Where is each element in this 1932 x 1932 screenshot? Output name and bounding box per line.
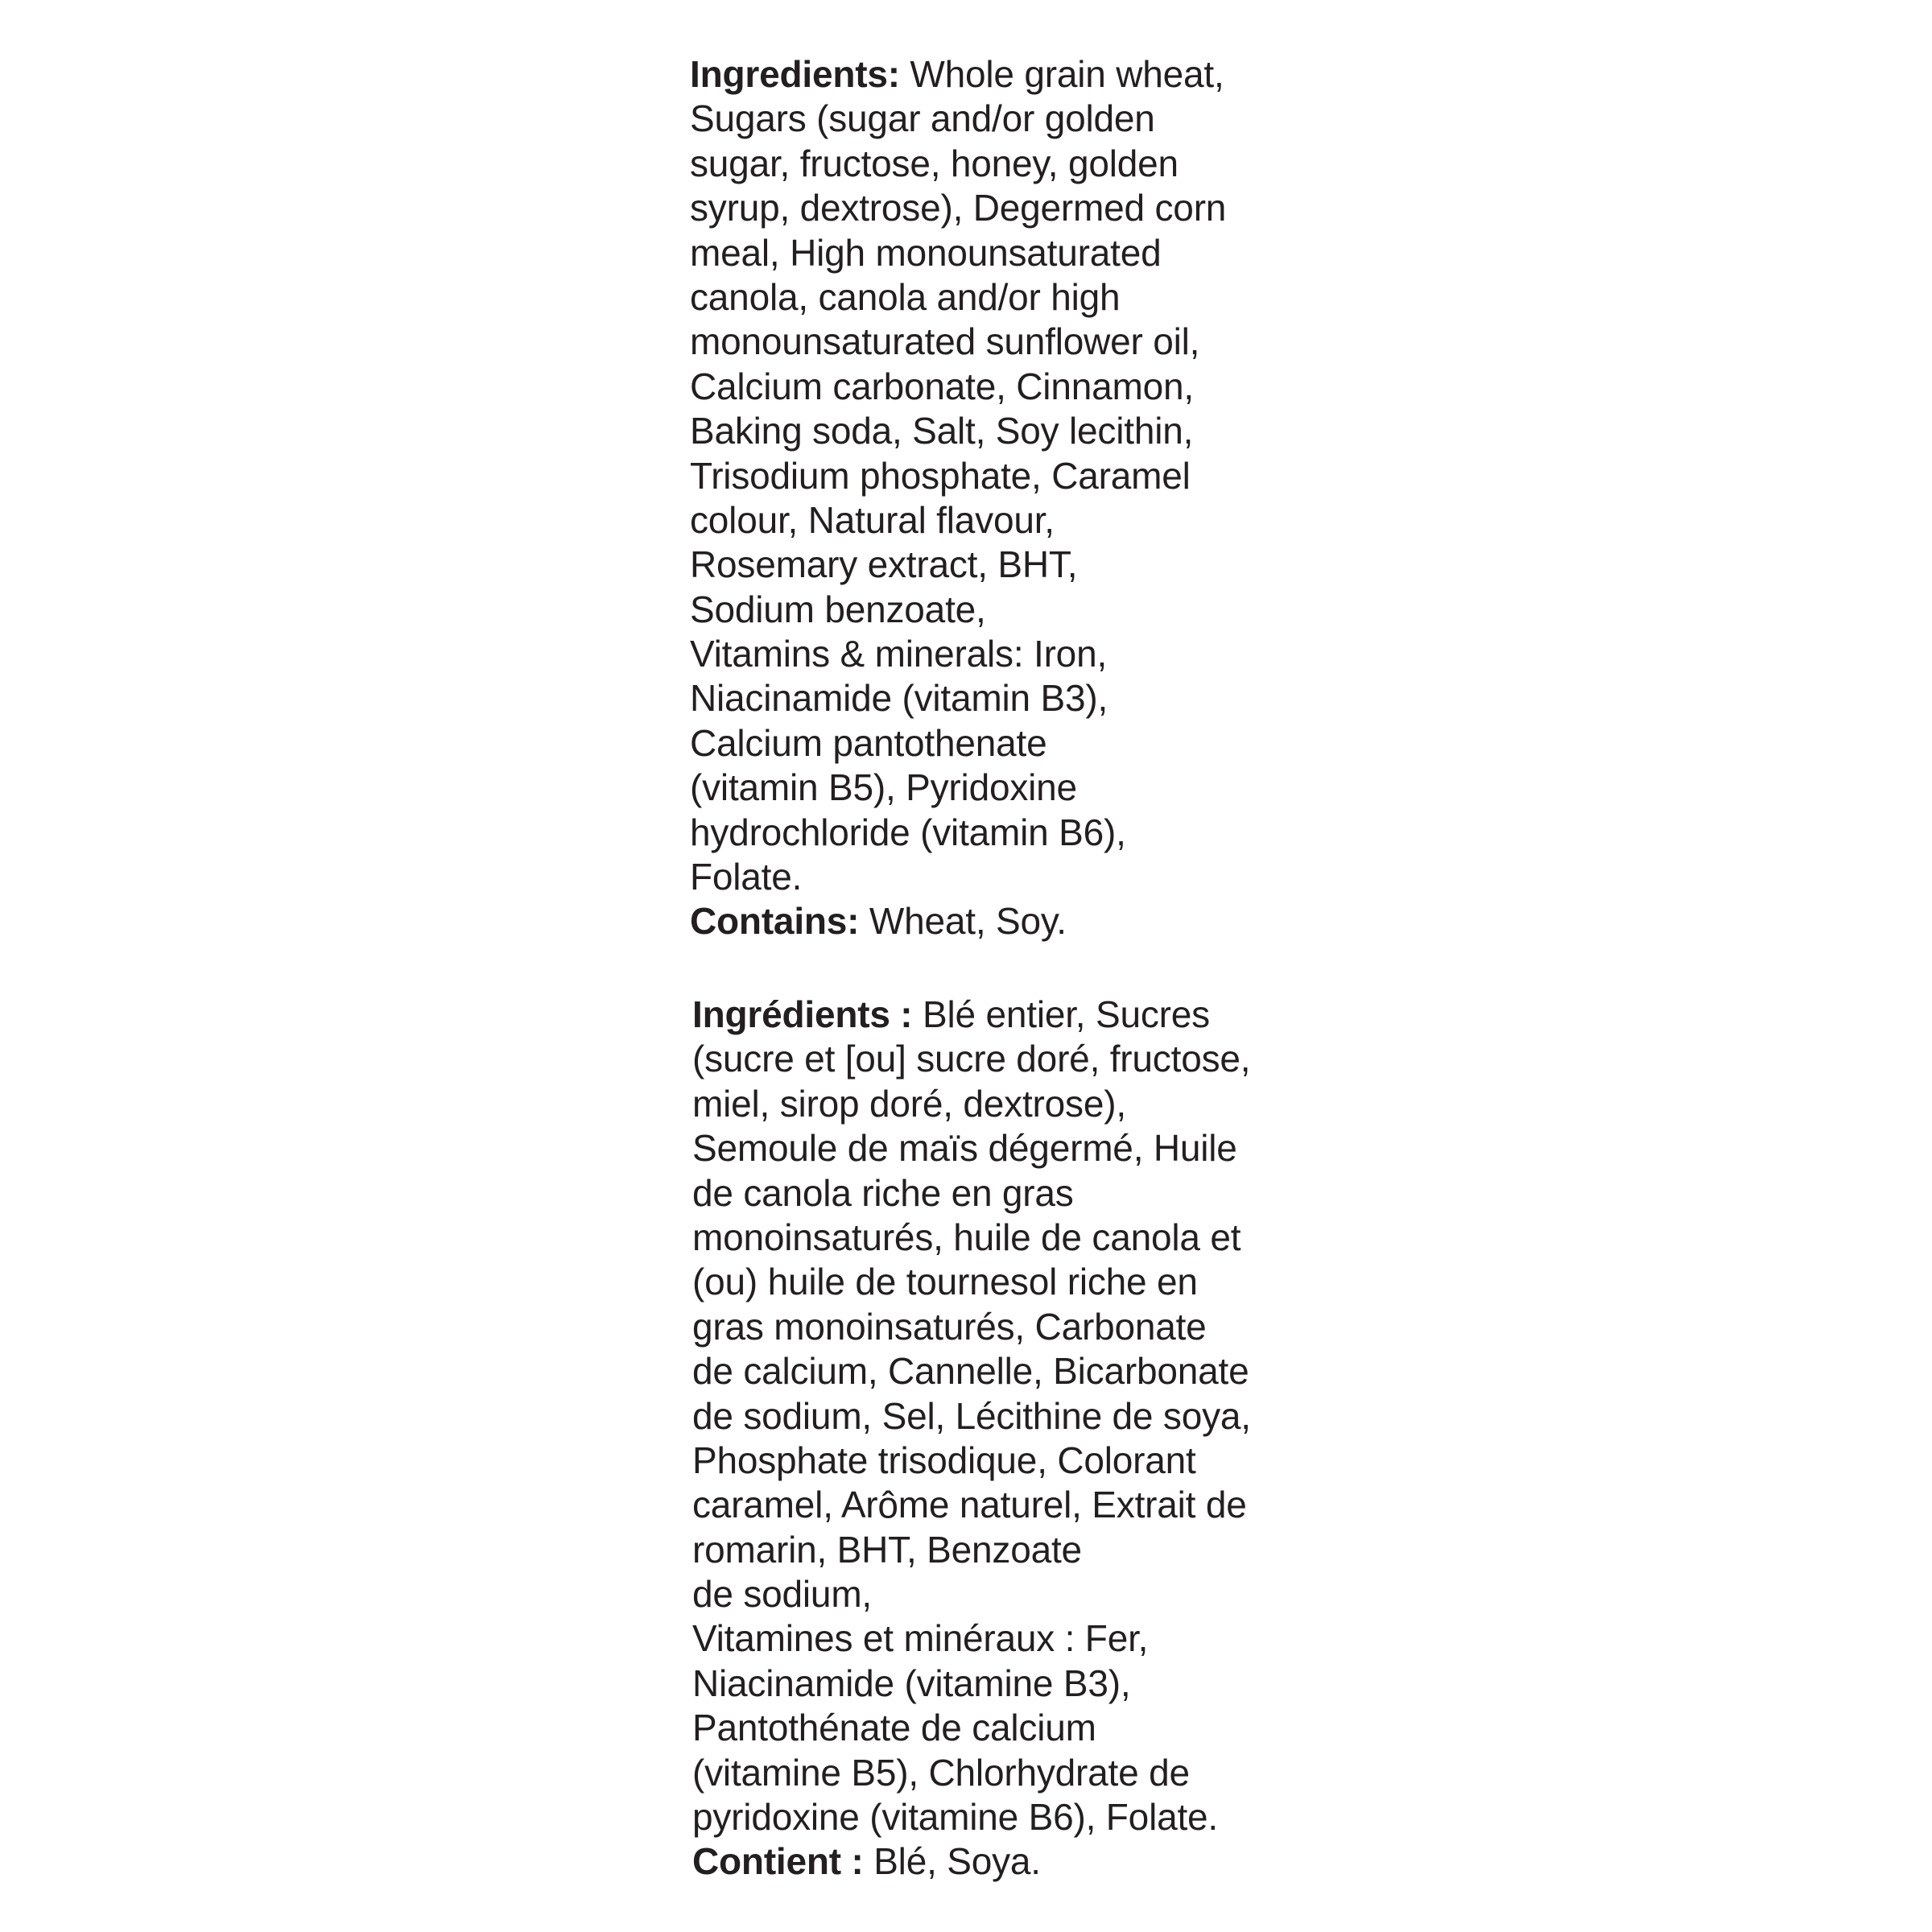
french-ingredients-line: pyridoxine (vitamine B6), Folate. [692, 1796, 1219, 1839]
english-contains-heading: Contains: [690, 900, 860, 943]
french-ingredients-line: caramel, Arôme naturel, Extrait de [692, 1484, 1247, 1526]
french-ingredients-line: (vitamine B5), Chlorhydrate de [692, 1751, 1190, 1794]
french-ingredients-line: monoinsaturés, huile de canola et [692, 1216, 1241, 1258]
english-ingredients-first-line [690, 52, 1226, 97]
french-ingredients-line: Niacinamide (vitamine B3), [692, 1662, 1131, 1704]
french-ingredients-line: de sodium, Sel, Lécithine de soya, [692, 1394, 1251, 1437]
english-ingredients-heading: Ingredients: [690, 53, 900, 95]
english-ingredients-block [690, 52, 1226, 944]
english-ingredients-line: Niacinamide (vitamin B3), [690, 677, 1108, 720]
french-ingredients-line: romarin, BHT, Benzoate [692, 1528, 1082, 1571]
french-contains-heading: Contient : [692, 1840, 864, 1883]
english-ingredients-line: Sodium benzoate, [690, 588, 986, 630]
english-ingredients-line: sugar, fructose, honey, golden [690, 142, 1179, 184]
french-ingredients-line: Pantothénate de calcium [692, 1707, 1096, 1749]
french-ingredients-line: de canola riche en gras [692, 1171, 1074, 1214]
english-ingredients-line: Baking soda, Salt, Soy lecithin, [690, 410, 1194, 452]
english-ingredients-line: Sugars (sugar and/or golden [690, 97, 1155, 140]
english-ingredients-line: hydrochloride (vitamin B6), [690, 811, 1126, 853]
french-contains-line [692, 1839, 1251, 1884]
english-ingredients-line: Folate. [690, 856, 803, 898]
english-contains-line [690, 899, 1226, 943]
french-ingredients-line: Vitamines et minéraux : Fer, [692, 1617, 1149, 1660]
english-ingredients-line: Calcium carbonate, Cinnamon, [690, 365, 1194, 407]
french-ingredients-line: (sucre et [ou] sucre doré, fructose, [692, 1038, 1251, 1080]
english-ingredients-line: canola, canola and/or high [690, 275, 1121, 318]
french-ingredients-first-line [692, 993, 1251, 1037]
french-contains-value: Blé, Soya. [863, 1840, 1041, 1883]
english-ingredients-line: Calcium pantothenate [690, 721, 1047, 764]
french-ingredients-line: Phosphate trisodique, Colorant [692, 1439, 1196, 1481]
english-ingredients-line: monounsaturated sunflower oil, [690, 320, 1200, 363]
french-ingredients-line: gras monoinsaturés, Carbonate [692, 1305, 1207, 1348]
french-ingredients-line: Semoule de maïs dégermé, Huile [692, 1127, 1237, 1170]
french-ingredients-line: miel, sirop doré, dextrose), [692, 1082, 1126, 1125]
french-ingredients-heading: Ingrédients : [692, 993, 913, 1035]
french-ingredients-line: de calcium, Cannelle, Bicarbonate [692, 1350, 1249, 1393]
english-ingredients-line: colour, Natural flavour, [690, 498, 1055, 541]
english-ingredients-line: syrup, dextrose), Degermed corn [690, 187, 1227, 229]
english-ingredients-line: Trisodium phosphate, Caramel [690, 454, 1191, 497]
french-ingredients-line: (ou) huile de tournesol riche en [692, 1261, 1198, 1303]
french-ingredients-line: de sodium, [692, 1573, 873, 1616]
english-contains-value: Wheat, Soy. [859, 900, 1067, 943]
english-ingredients-line: Vitamins & minerals: Iron, [690, 633, 1108, 675]
english-ingredients-line: Rosemary extract, BHT, [690, 543, 1078, 586]
french-ingredients-block [692, 993, 1251, 1885]
english-ingredients-line: meal, High monounsaturated [690, 231, 1162, 274]
french-ingredients-first-text: Blé entier, Sucres [912, 993, 1210, 1035]
english-ingredients-first-text: Whole grain wheat, [899, 53, 1224, 95]
english-ingredients-line: (vitamin B5), Pyridoxine [690, 766, 1077, 809]
